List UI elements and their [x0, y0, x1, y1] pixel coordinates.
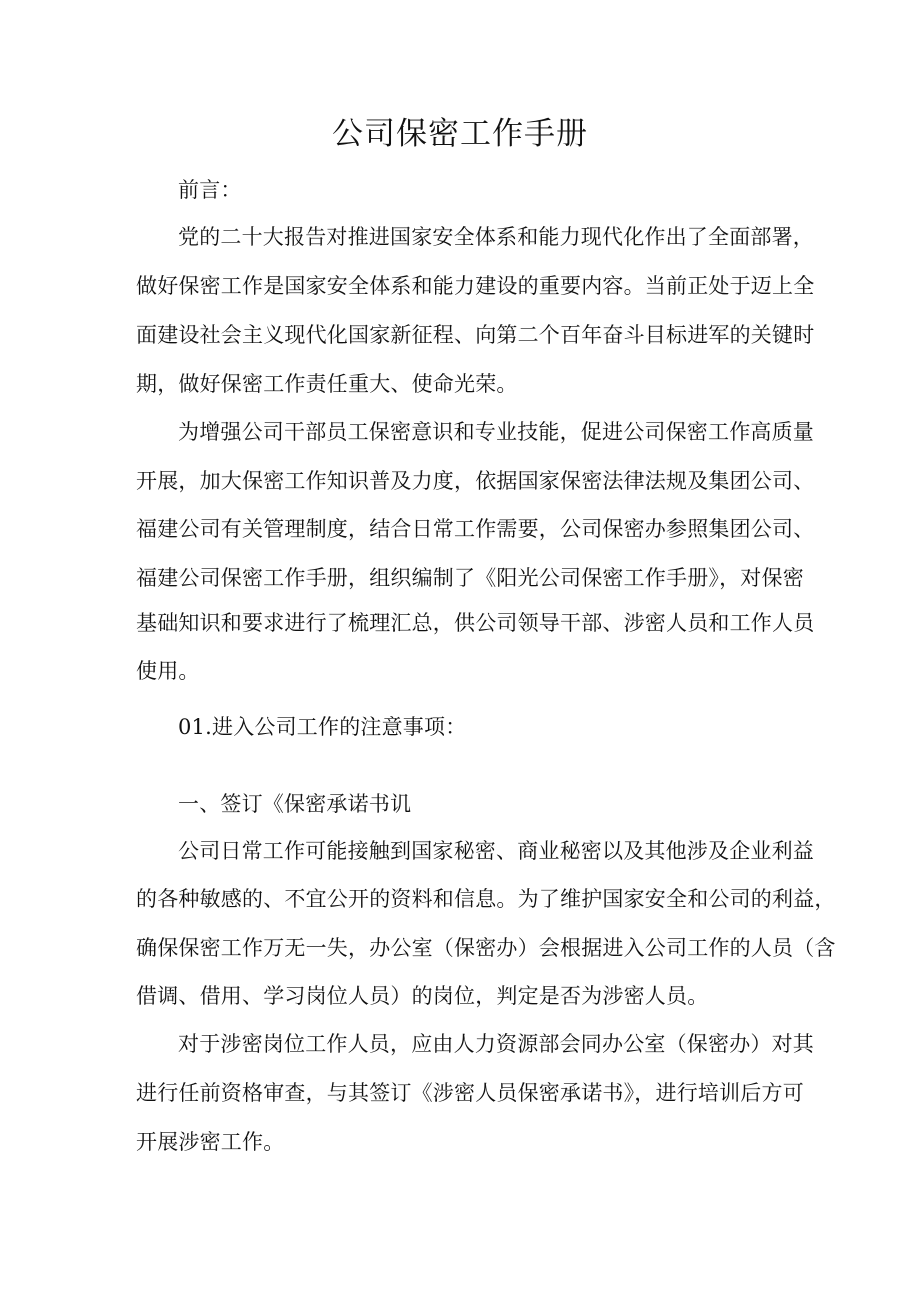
para2-line: 使用。	[136, 659, 200, 683]
para3-line: 借调、借用、学习岗位人员）的岗位，判定是否为涉密人员。	[136, 984, 709, 1008]
para2-line: 基础知识和要求进行了梳理汇总，供公司领导干部、涉密人员和工作人员	[136, 611, 815, 635]
para1-line: 党的二十大报告对推进国家安全体系和能力现代化作出了全面部署，	[178, 225, 814, 249]
para1-line: 期，做好保密工作责任重大、使命光荣。	[136, 372, 518, 396]
section-heading: 01.进入公司工作的注意事项：	[178, 715, 467, 739]
para2-line: 为增强公司干部员工保密意识和专业技能，促进公司保密工作高质量	[178, 420, 814, 444]
para4-line: 进行任前资格审查，与其签订《涉密人员保密承诺书》，进行培训后方可	[136, 1081, 804, 1105]
para2-line: 开展，加大保密工作知识普及力度，依据国家保密法律法规及集团公司、	[136, 469, 815, 493]
para4-line: 开展涉密工作。	[136, 1130, 285, 1154]
para2-line: 福建公司保密工作手册，组织编制了《阳光公司保密工作手册》，对保密	[136, 566, 804, 590]
subsection-heading: 一、签订《保密承诺书讥	[178, 792, 412, 816]
para3-line: 公司日常工作可能接触到国家秘密、商业秘密以及其他涉及企业利益	[178, 839, 814, 863]
preface-label: 前言：	[178, 178, 242, 202]
para2-line: 福建公司有关管理制度，结合日常工作需要，公司保密办参照集团公司、	[136, 517, 815, 541]
para1-line: 面建设社会主义现代化国家新征程、向第二个百年奋斗目标进军的关键时	[136, 323, 815, 347]
document-title: 公司保密工作手册	[332, 116, 588, 152]
para3-line: 确保保密工作万无一失，办公室（保密办）会根据进入公司工作的人员（含	[136, 936, 836, 960]
para3-line: 的各种敏感的、不宜公开的资料和信息。为了维护国家安全和公司的利益，	[136, 887, 836, 911]
para4-line: 对于涉密岗位工作人员，应由人力资源部会同办公室（保密办）对其	[178, 1032, 814, 1056]
para1-line: 做好保密工作是国家安全体系和能力建设的重要内容。当前正处于迈上全	[136, 274, 815, 298]
